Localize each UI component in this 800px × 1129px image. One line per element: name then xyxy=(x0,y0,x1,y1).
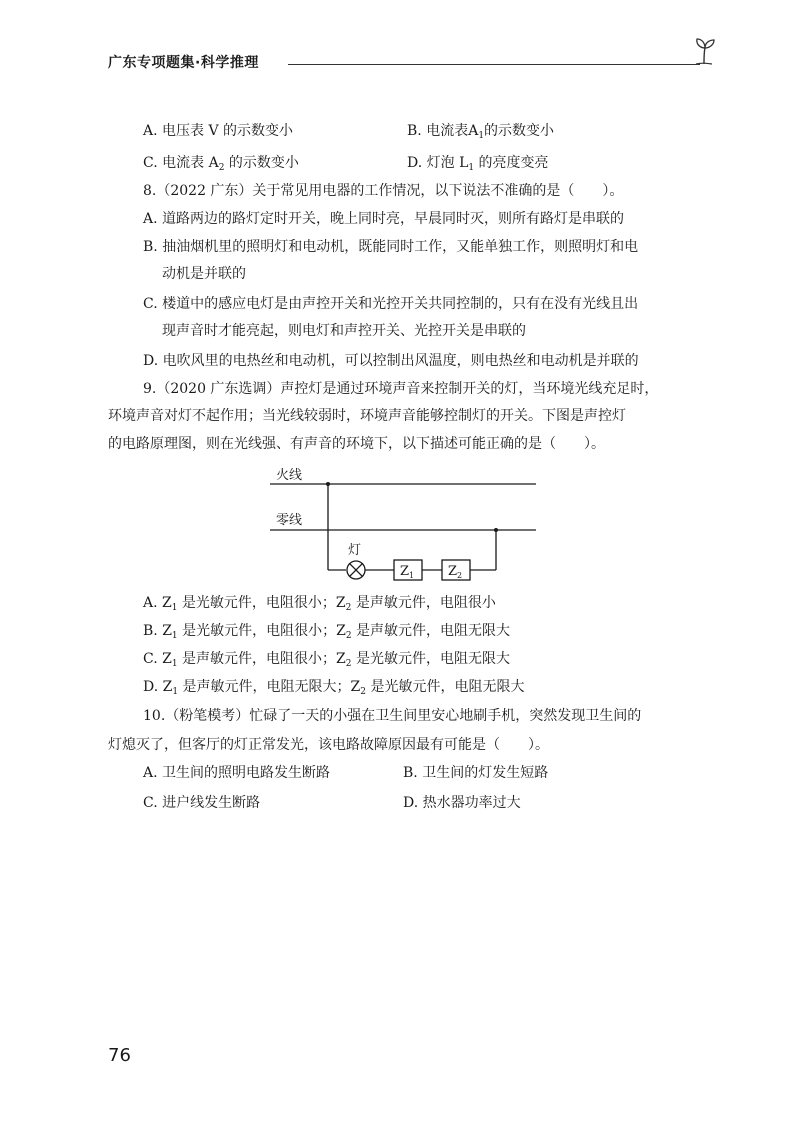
q8-option-b-line2: 动机是并联的 xyxy=(162,266,246,282)
lamp-symbol xyxy=(347,561,365,579)
q7-option-b: B. 电流表$A_1$的示数变小 xyxy=(407,123,555,141)
q10-stem-line1: 10.（粉笔模考）忙碌了一天的小强在卫生间里安心地刷手机，突然发现卫生间的 xyxy=(143,708,642,724)
q9-option-d: D. $Z_1$ 是声敏元件，电阻无限大；$Z_2$ 是光敏元件，电阻无限大 xyxy=(143,679,525,697)
sprout-icon xyxy=(692,36,718,66)
q7-option-c: C. 电流表 $A_2$ 的示数变小 xyxy=(143,155,299,173)
q9-stem-line3: 的电路原理图，则在光线强、有声音的环境下，以下描述可能正确的是（ ）。 xyxy=(108,436,605,452)
live-junction xyxy=(326,482,330,486)
circuit-diagram xyxy=(270,462,550,582)
header-title: 广东专项题集·科学推理 xyxy=(108,55,259,71)
lamp-label: 灯 xyxy=(348,543,362,558)
q8-option-a: A. 道路两边的路灯定时开关，晚上同时亮，早晨同时灭，则所有路灯是串联的 xyxy=(143,211,625,227)
q8-option-d: D. 电吹风里的电热丝和电动机，可以控制出风温度，则电热丝和电动机是并联的 xyxy=(143,353,639,369)
header-rule xyxy=(288,64,700,65)
q9-stem-line2: 环境声音对灯不起作用；当光线较弱时，环境声音能够控制灯的开关。下图是声控灯 xyxy=(108,408,626,424)
page-header xyxy=(108,52,718,82)
page-number: 76 xyxy=(108,1045,131,1066)
q8-option-c-line2: 现声音时才能亮起，则电灯和声控开关、光控开关是串联的 xyxy=(162,323,526,339)
q10-stem-line2: 灯熄灭了，但客厅的灯正常发光，该电路故障原因最有可能是（ ）。 xyxy=(108,737,549,753)
q9-stem-line1: 9.（2020 广东选调）声控灯是通过环境声音来控制开关的灯，当环境光线充足时， xyxy=(143,381,659,397)
neutral-wire-label: 零线 xyxy=(276,513,303,528)
q9-option-a: A. $Z_1$ 是光敏元件，电阻很小；$Z_2$ 是声敏元件，电阻很小 xyxy=(143,595,496,613)
q10-option-a: A. 卫生间的照明电路发生断路 xyxy=(143,765,331,781)
q8-option-b-line1: B. 抽油烟机里的照明灯和电动机，既能同时工作，又能单独工作，则照明灯和电 xyxy=(143,239,639,255)
z1-label: $Z_1$ xyxy=(400,564,415,580)
q7-option-a: A. 电压表 V 的示数变小 xyxy=(143,123,294,139)
q9-option-b: B. $Z_1$ 是光敏元件，电阻很小；$Z_2$ 是声敏元件，电阻无限大 xyxy=(143,623,511,641)
q9-option-c: C. $Z_1$ 是声敏元件，电阻很小；$Z_2$ 是光敏元件，电阻无限大 xyxy=(143,651,510,669)
z2-label: $Z_2$ xyxy=(448,564,463,580)
neutral-junction xyxy=(494,528,498,532)
q10-option-d: D. 热水器功率过大 xyxy=(403,795,521,811)
q8-option-c-line1: C. 楼道中的感应电灯是由声控开关和光控开关共同控制的，只有在没有光线且出 xyxy=(143,296,639,312)
live-wire-label: 火线 xyxy=(276,468,303,483)
q10-option-b: B. 卫生间的灯发生短路 xyxy=(403,765,549,781)
q8-stem: 8.（2022 广东）关于常见用电器的工作情况，以下说法不准确的是（ ）。 xyxy=(143,183,624,199)
q10-option-c: C. 进户线发生断路 xyxy=(143,795,261,811)
q7-option-d: D. 灯泡 $L_1$ 的亮度变亮 xyxy=(407,155,549,173)
